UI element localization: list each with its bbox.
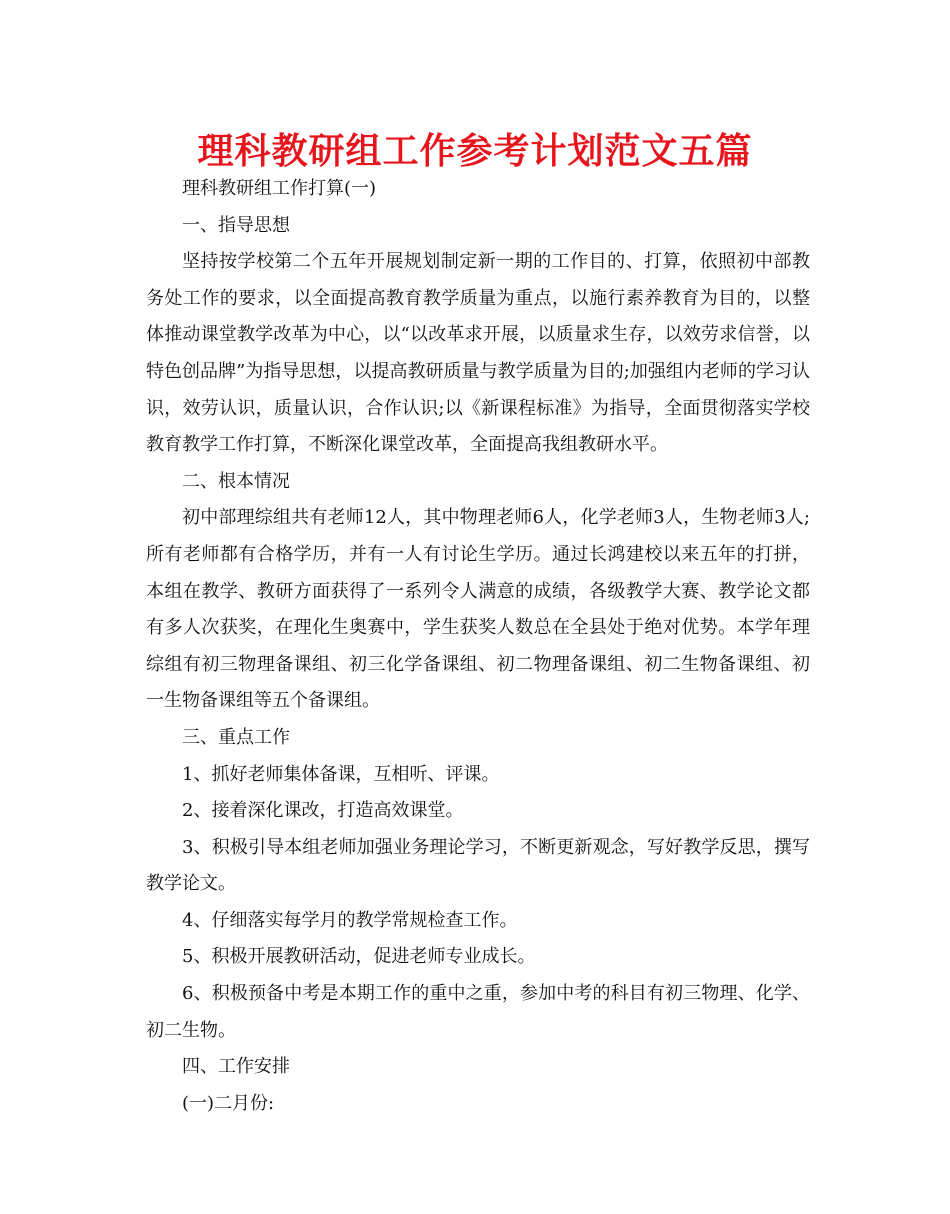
- document-body: [146, 171, 810, 1122]
- section-subtitle: 理科教研组工作打算(一): [182, 178, 377, 199]
- paragraph-guiding-ideology: 坚持按学校第二个五年开展规划制定新一期的工作目的、打算，依照初中部教务处工作的要求，以全面提高教育教学质量为重点，以施行素养教育为目的，以整体推动课堂教学改革为中心，以“以改革求开展，以质量求生存，以效劳求信誉，以特色创品牌”为指导思想，以提高教研质量与教学质量为目的;加强组内老师的学习认识，效劳认识，质量认识，合作认识;以《新课程标准》为指导，全面贯彻落实学校教育教学工作打算，不断深化课堂改革，全面提高我组教研水平。: [146, 251, 810, 456]
- heading-basic-situation: 二、根本情况: [182, 470, 290, 492]
- list-item: 4、仔细落实每学月的教学常规检查工作。: [182, 909, 518, 931]
- heading-key-work: 三、重点工作: [182, 726, 290, 748]
- paragraph-basic-situation: 初中部理综组共有老师12人，其中物理老师6人，化学老师3人，生物老师3人;所有老师都有合格学历，并有一人有讨论生学历。通过长鸿建校以来五年的打拼，本组在教学、教研方面获得了一系列令人满意的成绩，各级教学大赛、教学论文都有多人次获奖，在理化生奥赛中，学生获奖人数总在全县处于绝对优势。本学年理综组有初三物理备课组、初三化学备课组、初二物理备课组、初二生物备课组、初一生物备课组等五个备课组。: [146, 507, 810, 712]
- list-item: 5、积极开展教研活动，促进老师专业成长。: [182, 946, 536, 968]
- list-item: 1、抓好老师集体备课，互相听、评课。: [182, 763, 500, 785]
- list-item: 3、积极引导本组老师加强业务理论学习，不断更新观念，写好教学反思，撰写教学论文。: [146, 836, 810, 895]
- list-item: 6、积极预备中考是本期工作的重中之重，参加中考的科目有初三物理、化学、初二生物。: [146, 983, 810, 1041]
- subheading-february: (一)二月份:: [182, 1092, 275, 1114]
- heading-guiding-ideology: 一、指导思想: [182, 214, 290, 236]
- document-title: 理科教研组工作参考计划范文五篇: [197, 131, 753, 172]
- heading-work-arrangement: 四、工作安排: [182, 1056, 290, 1078]
- list-item: 2、接着深化课改，打造高效课堂。: [182, 800, 464, 822]
